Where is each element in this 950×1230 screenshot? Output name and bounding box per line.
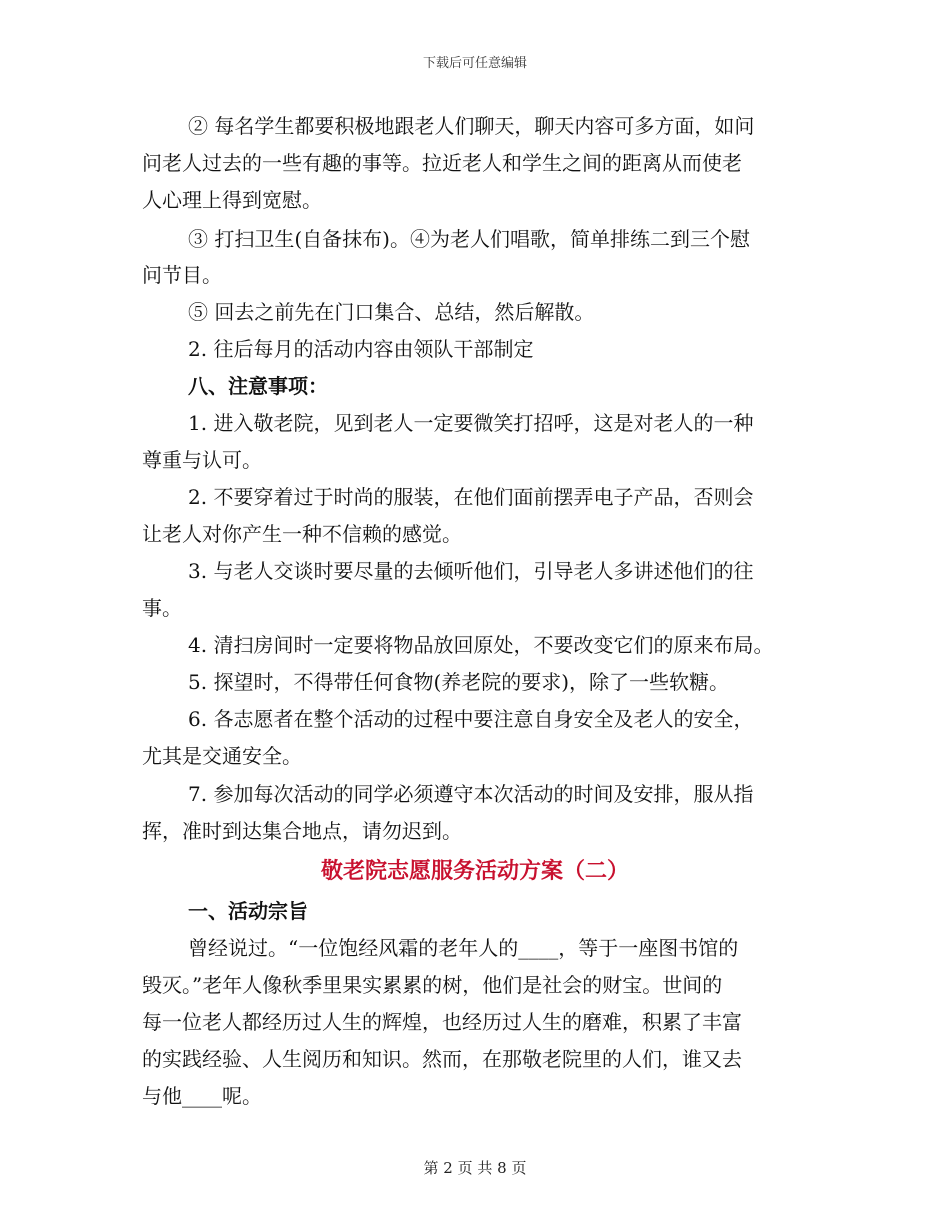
section-heading-purpose: 一、活动宗旨: [188, 899, 308, 923]
paragraph-line: 尤其是交通安全。: [142, 744, 302, 768]
paragraph-line: 的实践经验、人生阅历和知识。然而，在那敬老院里的人们，谁又去: [142, 1047, 742, 1071]
paragraph-line: 让老人对你产生一种不信赖的感觉。: [142, 522, 462, 546]
paragraph-line: 问老人过去的一些有趣的事等。拉近老人和学生之间的距离从而使老: [142, 151, 742, 175]
document-title: 敬老院志愿服务活动方案（二）: [320, 858, 629, 884]
paragraph-line: 4. 清扫房间时一定要将物品放回原处，不要改变它们的原来布局。: [188, 633, 774, 657]
paragraph-line: ⑤ 回去之前先在门口集合、总结，然后解散。: [188, 300, 595, 324]
paragraph-line: 毁灭。”老年人像秋季里果实累累的树，他们是社会的财宝。世间的: [142, 973, 723, 997]
paragraph-line: 曾经说过。“一位饱经风霜的老年人的____，等于一座图书馆的: [188, 936, 739, 960]
paragraph-line: 2. 往后每月的活动内容由领队干部制定: [188, 337, 534, 361]
paragraph-line: 2. 不要穿着过于时尚的服装，在他们面前摆弄电子产品，否则会: [188, 485, 754, 509]
paragraph-line: 问节目。: [142, 263, 222, 287]
paragraph-line: 人心理上得到宽慰。: [142, 188, 322, 212]
paragraph-line: 尊重与认可。: [142, 448, 262, 472]
paragraph-line: 1. 进入敬老院，见到老人一定要微笑打招呼，这是对老人的一种: [188, 411, 754, 435]
paragraph-line: 与他____呢。: [142, 1084, 262, 1108]
paragraph-line: ② 每名学生都要积极地跟老人们聊天，聊天内容可多方面，如问: [188, 114, 755, 138]
paragraph-line: 7. 参加每次活动的同学必须遵守本次活动的时间及安排，服从指: [188, 782, 754, 806]
paragraph-line: 每一位老人都经历过人生的辉煌，也经历过人生的磨难，积累了丰富: [142, 1010, 742, 1034]
paragraph-line: 6. 各志愿者在整个活动的过程中要注意自身安全及老人的安全，: [188, 707, 754, 731]
paragraph-line: 5. 探望时，不得带任何食物(养老院的要求)，除了一些软糖。: [188, 670, 730, 694]
section-heading-notes: 八、注意事项：: [188, 374, 328, 398]
paragraph-line: ③ 打扫卫生(自备抹布)。④为老人们唱歌，简单排练二到三个慰: [188, 227, 750, 251]
paragraph-line: 事。: [142, 596, 182, 620]
paragraph-line: 挥，准时到达集合地点，请勿迟到。: [142, 819, 462, 843]
page-header: 下载后可任意编辑: [422, 56, 527, 71]
paragraph-line: 3. 与老人交谈时要尽量的去倾听他们，引导老人多讲述他们的往: [188, 559, 754, 583]
page-footer: 第 2 页 共 8 页: [423, 1159, 527, 1177]
